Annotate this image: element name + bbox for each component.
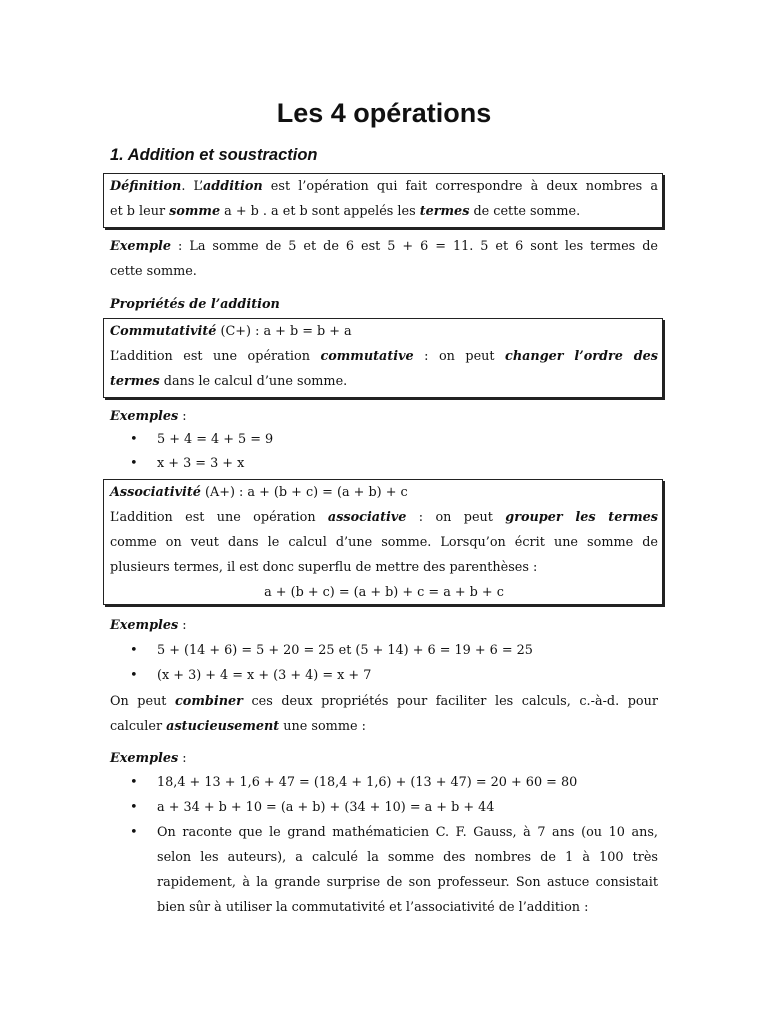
- example-item: 18,4 + 13 + 1,6 + 47 = (18,4 + 1,6) + (13 + 47) = 20 + 60 = 80: [157, 775, 578, 790]
- gauss-line-1: On raconte que le grand mathématicien C. F. Gauss, à 7 ans (ou 10 ans,: [157, 825, 658, 840]
- associativity-line-3: comme on veut dans le calcul d’une somme. Lorsqu’on écrit une somme de: [110, 535, 658, 550]
- definition-line-2: et b leur somme a + b . a et b sont appelés les termes de cette somme.: [110, 204, 581, 219]
- bullet-icon: •: [130, 643, 138, 658]
- gauss-line-2: selon les auteurs), a calculé la somme des nombres de 1 à 100 très: [157, 850, 658, 865]
- examples-label-3: Exemples :: [110, 751, 187, 766]
- bullet-icon: •: [130, 800, 138, 815]
- examples-label-2: Exemples :: [110, 618, 187, 633]
- commutativity-title: Commutativité (C+) : a + b = b + a: [110, 324, 352, 339]
- gauss-line-3: rapidement, à la grande surprise de son professeur. Son astuce consistait: [157, 875, 658, 890]
- example-item: x + 3 = 3 + x: [157, 456, 245, 471]
- associativity-title: Associativité (A+) : a + (b + c) = (a + b) + c: [110, 485, 408, 500]
- bullet-icon: •: [130, 775, 138, 790]
- example-item: 5 + 4 = 4 + 5 = 9: [157, 432, 274, 447]
- bullet-icon: •: [130, 456, 138, 471]
- example-item: 5 + (14 + 6) = 5 + 20 = 25 et (5 + 14) + 6 = 19 + 6 = 25: [157, 643, 533, 658]
- associativity-line-4: plusieurs termes, il est donc superflu de mettre des parenthèses :: [110, 560, 538, 575]
- combine-line-2: calculer astucieusement une somme :: [110, 719, 366, 734]
- properties-heading: Propriétés de l’addition: [110, 297, 280, 312]
- example-line-2: cette somme.: [110, 264, 197, 279]
- bullet-icon: •: [130, 668, 138, 683]
- definition-line-1: Définition. L’addition est l’opération qui fait correspondre à deux nombres a: [110, 179, 658, 194]
- example-item: a + 34 + b + 10 = (a + b) + (34 + 10) = a + b + 44: [157, 800, 495, 815]
- example-item: (x + 3) + 4 = x + (3 + 4) = x + 7: [157, 668, 372, 683]
- bullet-icon: •: [130, 432, 138, 447]
- commutativity-line-2: L’addition est une opération commutative : on peut changer l’ordre des: [110, 349, 659, 364]
- commutativity-line-3: termes dans le calcul d’une somme.: [110, 374, 348, 389]
- section-heading: 1. Addition et soustraction: [110, 146, 318, 164]
- example-line-1: Exemple : La somme de 5 et de 6 est 5 + 6 = 11. 5 et 6 sont les termes de: [110, 239, 658, 254]
- combine-line-1: On peut combiner ces deux propriétés pour faciliter les calculs, c.-à-d. pour: [110, 694, 658, 709]
- page-title: Les 4 opérations: [276, 98, 492, 128]
- bullet-icon: •: [130, 825, 138, 840]
- associativity-line-2: L’addition est une opération associative : on peut grouper les termes: [110, 510, 658, 525]
- associativity-formula: a + (b + c) = (a + b) + c = a + b + c: [264, 585, 504, 600]
- examples-label-1: Exemples :: [110, 409, 187, 424]
- gauss-line-4: bien sûr à utiliser la commutativité et l’associativité de l’addition :: [157, 900, 589, 915]
